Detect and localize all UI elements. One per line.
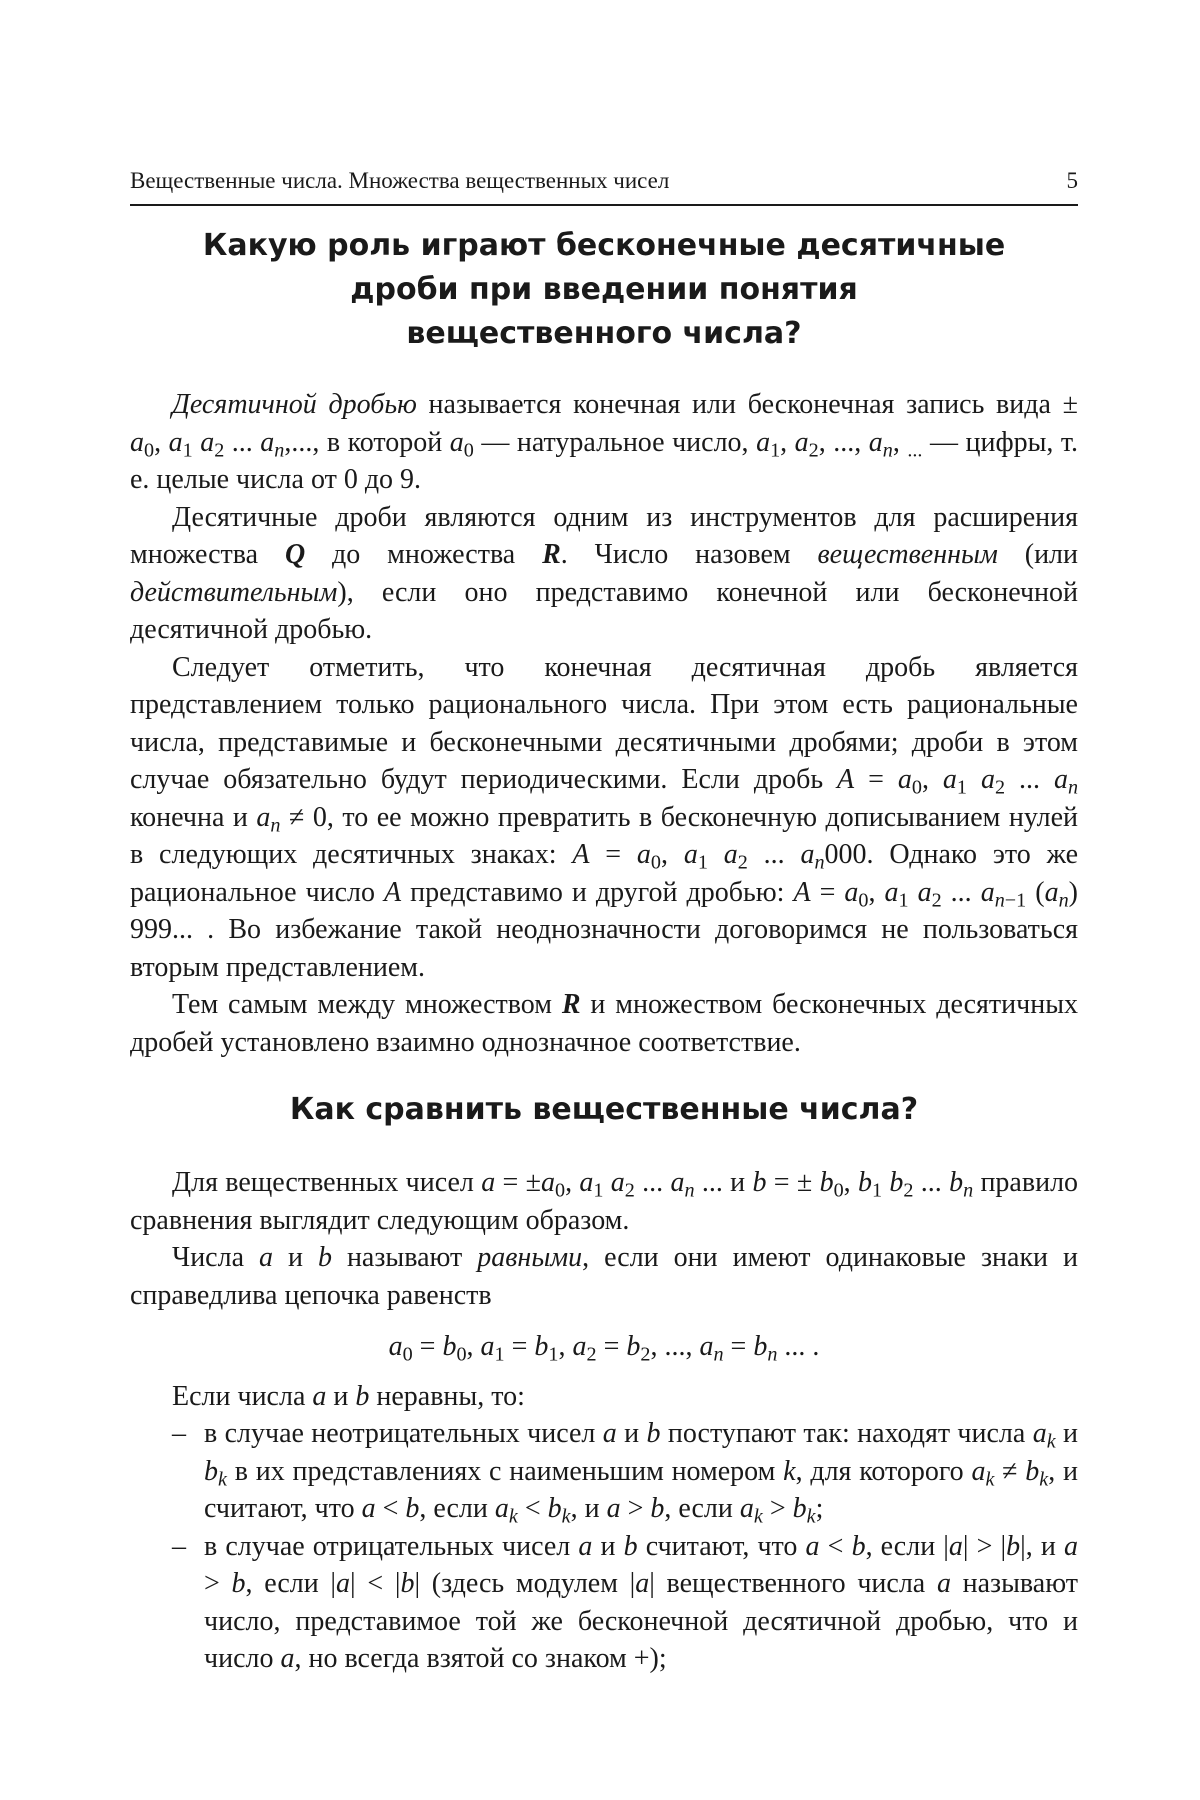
- running-head-title: Вещественные числа. Множества вещественных чисел: [130, 168, 670, 193]
- list-item: [130, 1528, 1078, 1678]
- paragraph: Следует отметить, что конечная десятичная дробь является представлением только рационального числа. При этом есть рациональные числа, представимые и бесконечными десятичными дробями; дроби в этом случае обязательно будут периодическими. Если дробь $A = a_0$, $a_1$ $a_2$ ... $a_n$ конечна и $a_n \ne 0$, то ее можно превратить в бесконечную дописыванием нулей в следующих десятичных знаках: $A = a_0$, $a_1$ $a_2$ ... $a_n000$. Однако это же рациональное число A представимо и другой дробью: $A = a_0$, $a_1$ $a_2$ ... $a_{n-1}$ $(a_n)$ 999... . Во избежание такой неоднозначности договоримся не пользоваться вторым представлением.: [130, 651, 1079, 983]
- comparison-rules-list: [130, 1415, 1078, 1678]
- header-rule: [130, 204, 1078, 206]
- running-head: [130, 166, 1078, 196]
- list-item-text: в случае неотрицательных чисел a и b поступают так: находят числа $a_k$ и $b_k$ в их представлениях с наименьшим номером k, для которого $a_k \ne b_k$, и считают, что a < b, если $a_k < b_k$, и a > b, если $a_k > b_k$;: [204, 1418, 1079, 1528]
- section-body-1: [130, 386, 1078, 1061]
- paragraph: Для вещественных чисел $a = \pm a_0$, $a_1$ $a_2$ ... $a_n$ ... и b = ± $b_0$, $b_1$ $b_2$ ... $b_n$ правило сравнения выглядит следующим образом.: [130, 1167, 1079, 1236]
- section-heading-2: [130, 1088, 1078, 1132]
- formula: $a_0 = b_0$, $a_1 = b_1$, $a_2 = b_2$, ..., $a_n = b_n$ ... .: [388, 1331, 820, 1366]
- paragraph: Десятичной дробью называется конечная или бесконечная запись вида ± $a_0$, $a_1$ $a_2$ ... $a_n$,..., в которой $a_0$ — натуральное число, $a_1$, $a_2$, ..., $a_n$, $_{...}$ — цифры, т. е. целые числа от 0 до 9.: [130, 389, 1079, 495]
- page-number: 5: [1066, 168, 1078, 193]
- list-item: [130, 1415, 1078, 1528]
- section-body-2: [130, 1164, 1078, 1678]
- section-heading-1: [130, 224, 1078, 356]
- paragraph: Тем самым между множеством R и множеством бесконечных десятичных дробей установлено взаимно однозначное соответствие.: [130, 989, 1078, 1058]
- list-dash: –: [172, 1418, 186, 1449]
- heading-line: вещественного числа?: [406, 316, 802, 351]
- paragraph: Десятичные дроби являются одним из инструментов для расширения множества Q до множества R. Число назовем вещественным (или действительным), если оно представимо конечной или бесконечной десятичной дробью.: [130, 501, 1079, 645]
- list-item-text: в случае отрицательных чисел a и b считают, что a < b, если |a| > |b|, и a > b, если |a| < |b| (здесь модулем |a| вещественного числа a называют число, представимое той же бесконечной десятичной дробью, что и число a, но всегда взятой со знаком +);: [204, 1530, 1078, 1674]
- paragraph: Если числа a и b неравны, то:: [172, 1380, 525, 1412]
- list-dash: –: [172, 1530, 186, 1562]
- heading-line: Как сравнить вещественные числа?: [289, 1092, 919, 1127]
- heading-line: Какую роль играют бесконечные десятичные: [202, 228, 1006, 263]
- heading-line: дроби при введении понятия: [350, 272, 858, 307]
- paragraph: Числа a и b называют равными, если они имеют одинаковые знаки и справедлива цепочка равенств: [130, 1242, 1078, 1311]
